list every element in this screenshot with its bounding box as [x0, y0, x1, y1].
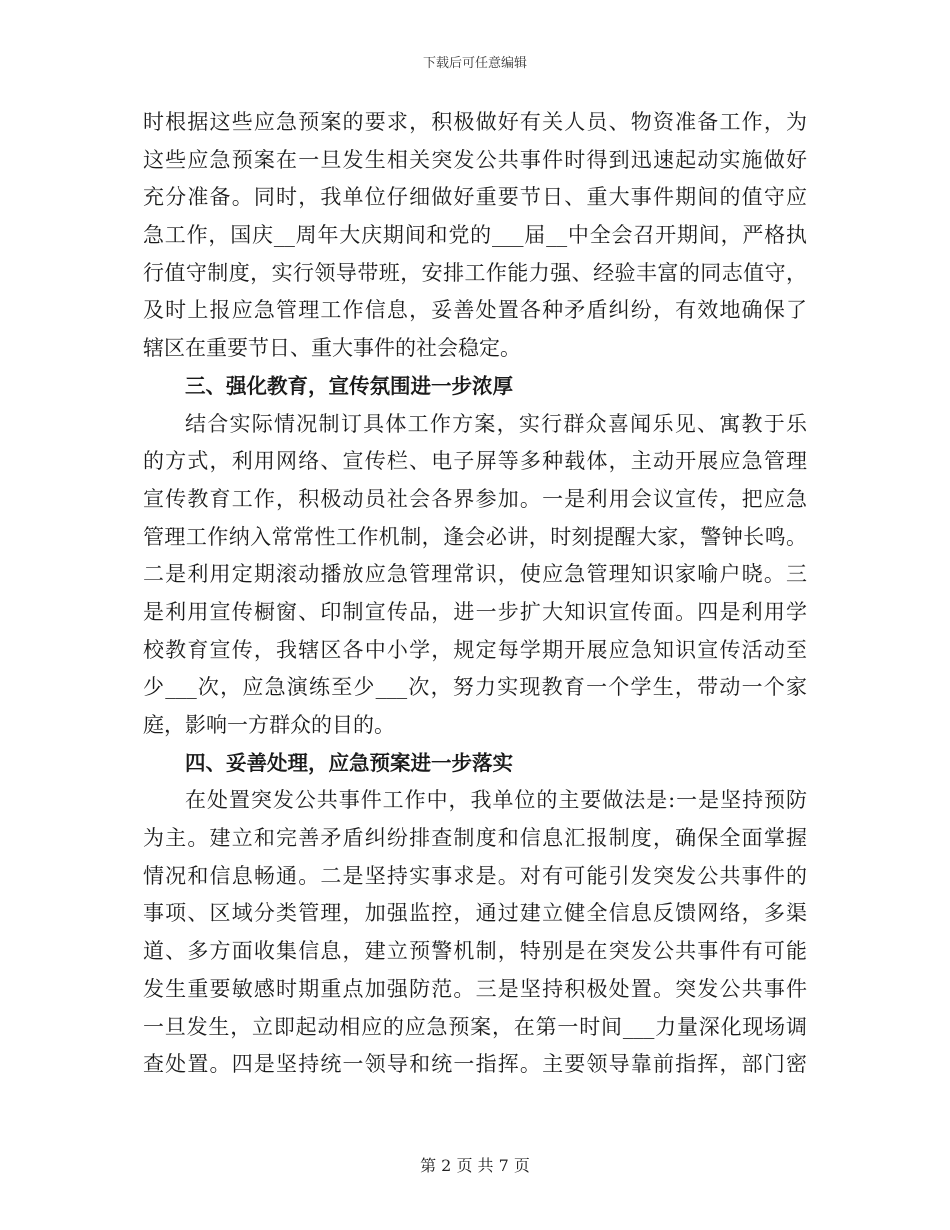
body-text-line: 行值守制度，实行领导带班，安排工作能力强、经验丰富的同志值守， [143, 260, 807, 285]
paragraph-last-line: 辖区在重要节日、重大事件的社会稳定。 [143, 336, 521, 361]
section-heading: 三、强化教育，宣传氛围进一步浓厚 [185, 373, 513, 398]
body-text-line: 宣传教育工作，积极动员社会各界参加。一是利用会议宣传，把应急 [143, 486, 807, 511]
body-text-line: 是利用宣传橱窗、印制宣传品，进一步扩大知识宣传面。四是利用学 [143, 599, 807, 624]
body-text-line: 这些应急预案在一旦发生相关突发公共事件时得到迅速起动实施做好 [143, 147, 807, 172]
body-text-line: 及时上报应急管理工作信息，妥善处置各种矛盾纠纷，有效地确保了 [143, 298, 807, 323]
body-text-line: 的方式，利用网络、宣传栏、电子屏等多种载体，主动开展应急管理 [143, 449, 807, 474]
document-body [143, 104, 807, 1084]
body-text-line: 情况和信息畅通。二是坚持实事求是。对有可能引发突发公共事件的 [143, 863, 807, 888]
paragraph-last-line: 庭，影响一方群众的目的。 [143, 713, 395, 737]
body-text-line: 为主。建立和完善矛盾纠纷排查制度和信息汇报制度，确保全面掌握 [143, 826, 807, 851]
page-footer: 第 2 页 共 7 页 [420, 1156, 530, 1175]
body-text-line: 少___次，应急演练至少___次，努力实现教育一个学生，带动一个家 [143, 675, 807, 700]
body-text-line: 二是利用定期滚动播放应急管理常识，使应急管理知识家喻户晓。三 [143, 562, 807, 587]
body-text-line: 一旦发生，立即起动相应的应急预案，在第一时间___力量深化现场调 [143, 1014, 807, 1039]
body-text-line: 时根据这些应急预案的要求，积极做好有关人员、物资准备工作，为 [143, 110, 807, 134]
section-heading: 四、妥善处理，应急预案进一步落实 [185, 750, 513, 775]
body-text-line: 管理工作纳入常常性工作机制，逢会必讲，时刻提醒大家，警钟长鸣。 [143, 524, 807, 549]
body-text-line: 道、多方面收集信息，建立预警机制，特别是在突发公共事件有可能 [143, 939, 807, 964]
paragraph-first-line: 结合实际情况制订具体工作方案，实行群众喜闻乐见、寓教于乐 [185, 411, 807, 436]
paragraph-first-line: 在处置突发公共事件工作中，我单位的主要做法是:一是坚持预防 [185, 788, 807, 813]
body-text-line: 充分准备。同时，我单位仔细做好重要节日、重大事件期间的值守应 [143, 185, 807, 210]
body-text-line: 急工作，国庆__周年大庆期间和党的___届__中全会召开期间，严格执 [143, 223, 807, 248]
body-text-line: 校教育宣传，我辖区各中小学，规定每学期开展应急知识宣传活动至 [143, 637, 807, 662]
page-header: 下载后可任意编辑 [422, 56, 527, 71]
body-text-line: 事项、区域分类管理，加强监控，通过建立健全信息反馈网络，多渠 [143, 901, 807, 926]
body-text-line: 发生重要敏感时期重点加强防范。三是坚持积极处置。突发公共事件 [143, 976, 807, 1001]
body-text-line: 查处置。四是坚持统一领导和统一指挥。主要领导靠前指挥，部门密 [143, 1052, 807, 1077]
